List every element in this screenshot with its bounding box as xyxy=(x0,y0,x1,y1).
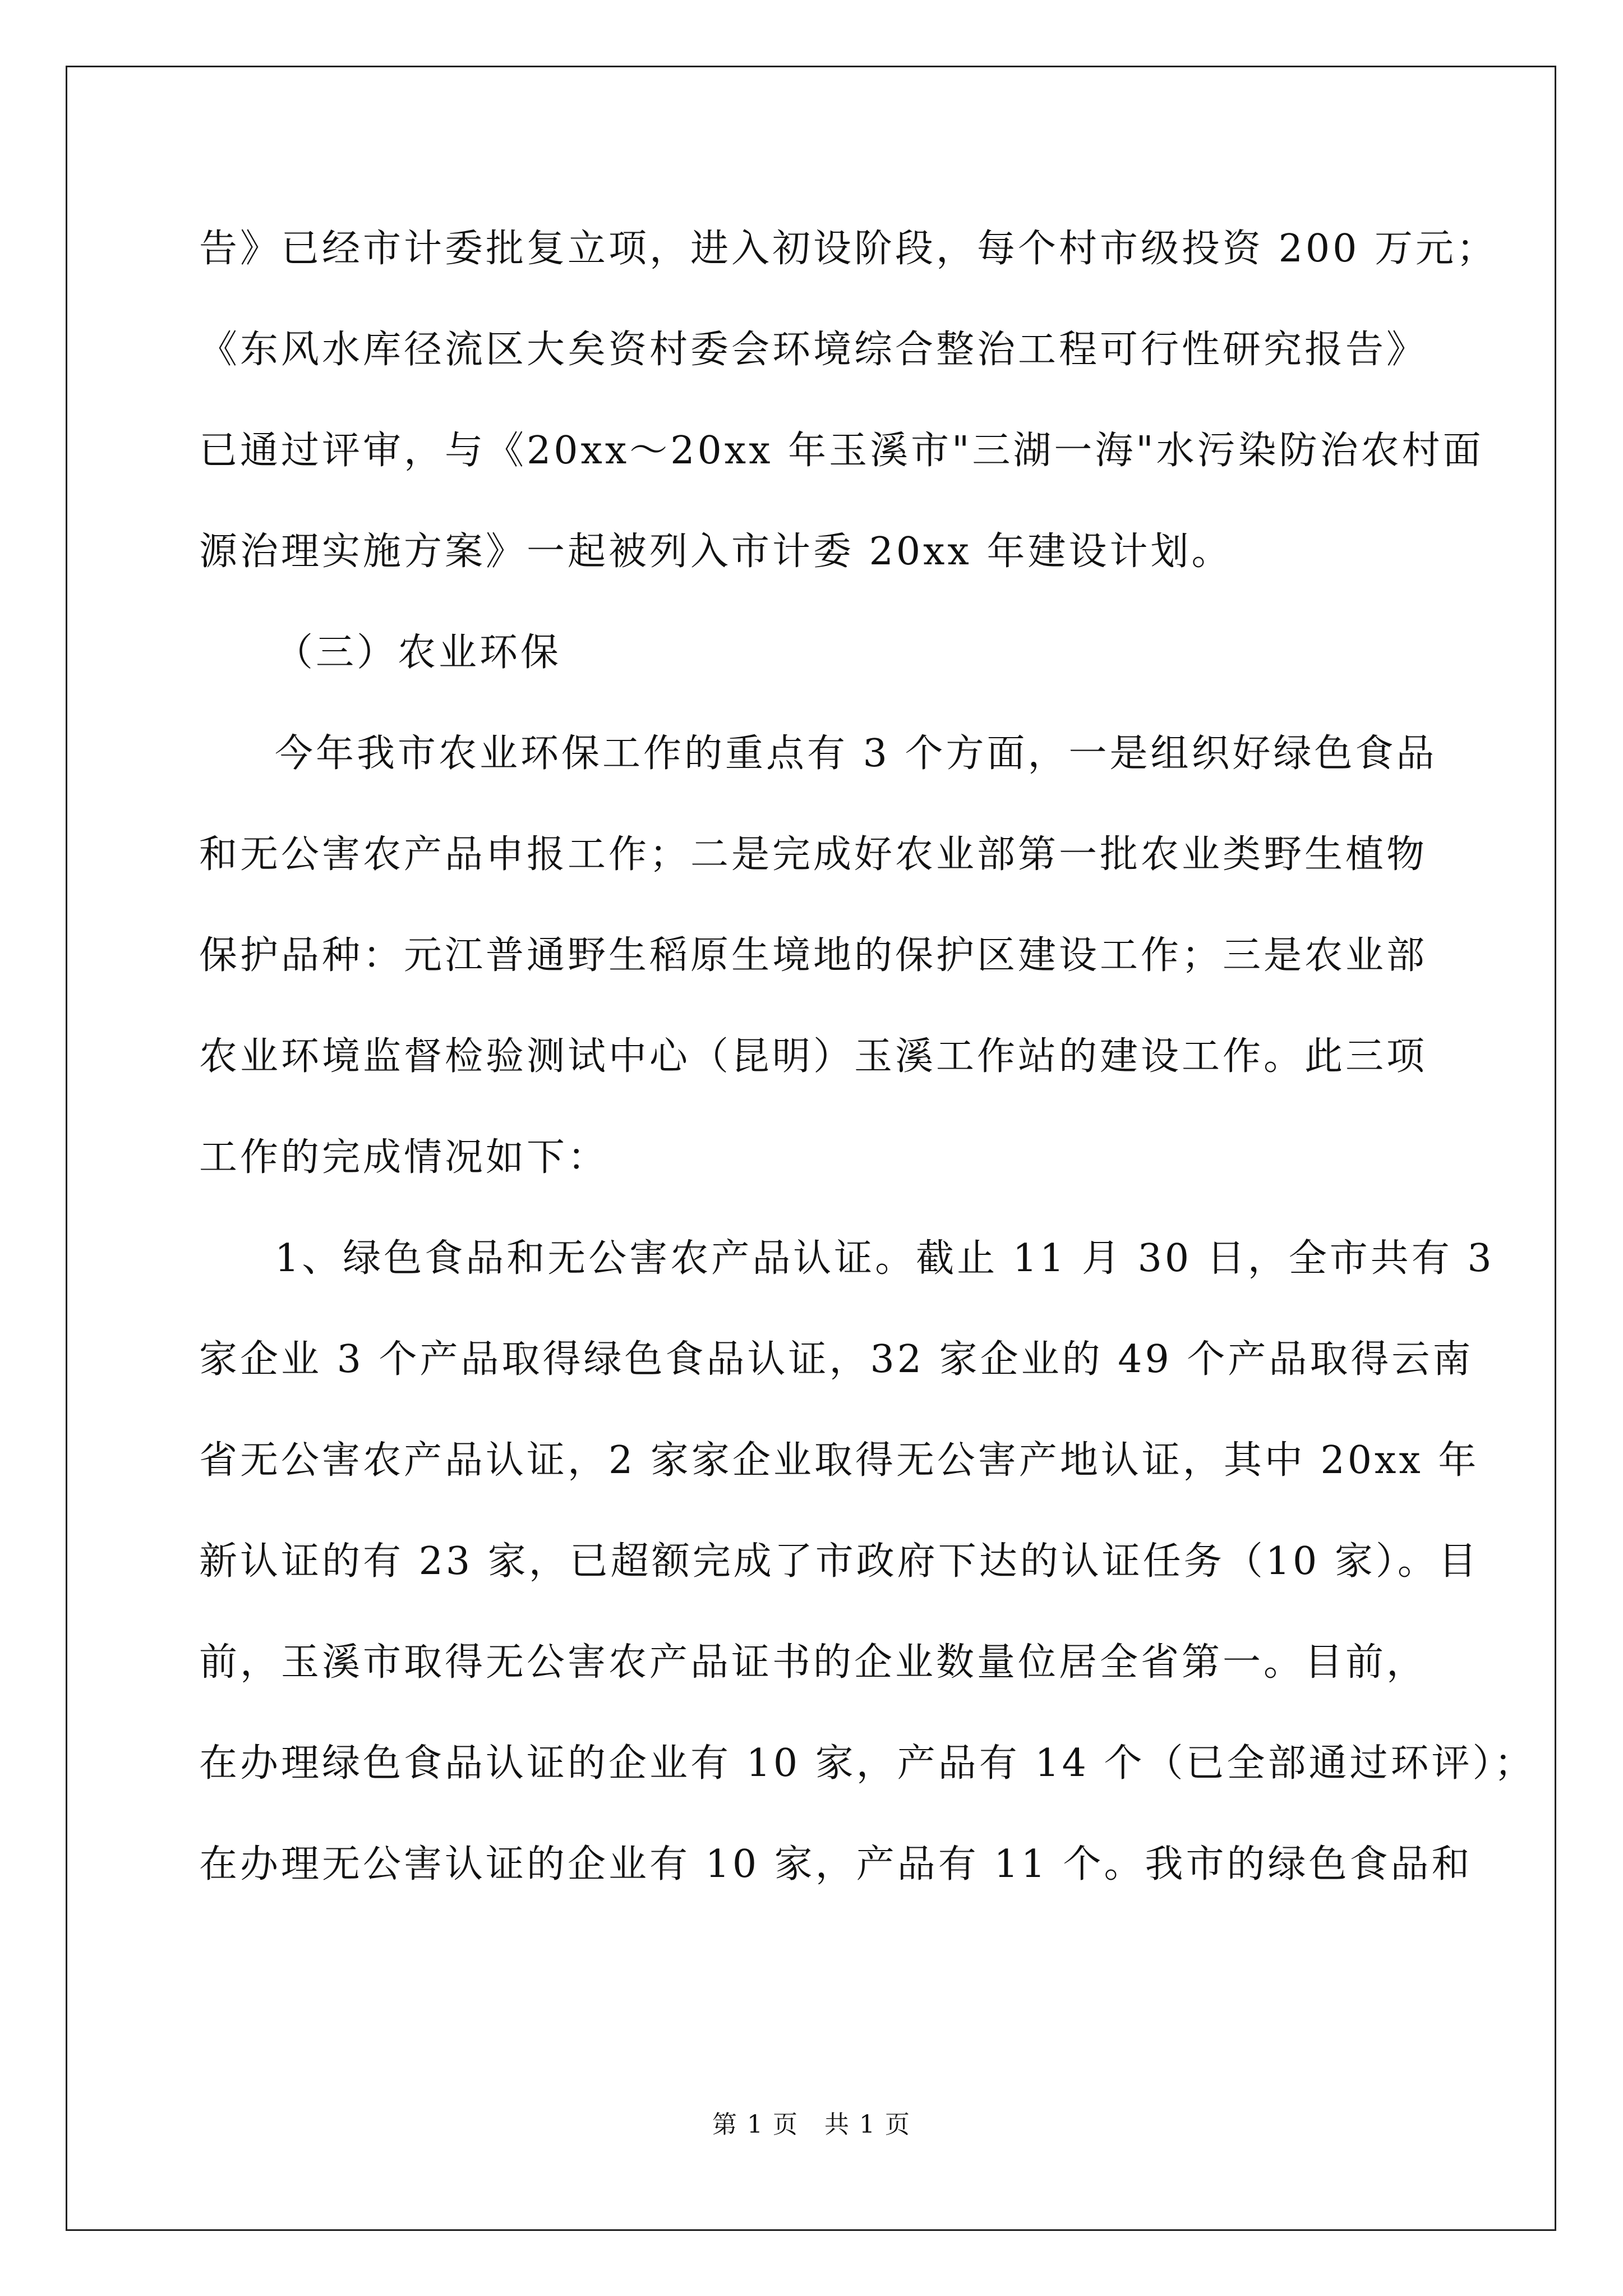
body-line-8: 保护品种：元江普通野生稻原生境地的保护区建设工作；三是农业部 xyxy=(199,933,1428,978)
body-line-1: 告》已经市计委批复立项，进入初设阶段，每个村市级投资 200 万元； xyxy=(199,227,1498,271)
body-line-7: 和无公害农产品申报工作；二是完成好农业部第一批农业类野生植物 xyxy=(199,832,1428,877)
body-line-2: 《东风水库径流区大矣资村委会环境综合整治工程可行性研究报告》 xyxy=(199,328,1428,372)
body-line-11: 1、绿色食品和无公害农产品认证。截止 11 月 30 日，全市共有 3 xyxy=(275,1236,1495,1281)
body-line-12: 家企业 3 个产品取得绿色食品认证，32 家企业的 49 个产品取得云南 xyxy=(199,1337,1474,1382)
body-line-17: 在办理无公害认证的企业有 10 家，产品有 11 个。我市的绿色食品和 xyxy=(199,1842,1473,1887)
body-line-14: 新认证的有 23 家，已超额完成了市政府下达的认证任务（10 家）。目 xyxy=(199,1539,1479,1584)
body-line-4: 源治理实施方案》一起被列入市计委 20xx 年建设计划。 xyxy=(199,530,1233,574)
page-footer: 第 1 页 共 1 页 xyxy=(712,2110,911,2139)
body-line-3: 已通过评审，与《20xx～20xx 年玉溪市"三湖一海"水污染防治农村面 xyxy=(199,429,1484,473)
body-line-16: 在办理绿色食品认证的企业有 10 家，产品有 14 个（已全部通过环评）； xyxy=(199,1741,1536,1786)
body-line-9: 农业环境监督检验测试中心（昆明）玉溪工作站的建设工作。此三项 xyxy=(199,1034,1428,1079)
body-line-15: 前，玉溪市取得无公害农产品证书的企业数量位居全省第一。目前， xyxy=(199,1640,1428,1685)
body-line-10: 工作的完成情况如下： xyxy=(199,1135,609,1180)
section-heading: （三）农业环保 xyxy=(275,631,562,675)
body-line-13: 省无公害农产品认证，2 家家企业取得无公害产地认证，其中 20xx 年 xyxy=(199,1438,1479,1483)
body-line-6: 今年我市农业环保工作的重点有 3 个方面，一是组织好绿色食品 xyxy=(275,731,1437,776)
